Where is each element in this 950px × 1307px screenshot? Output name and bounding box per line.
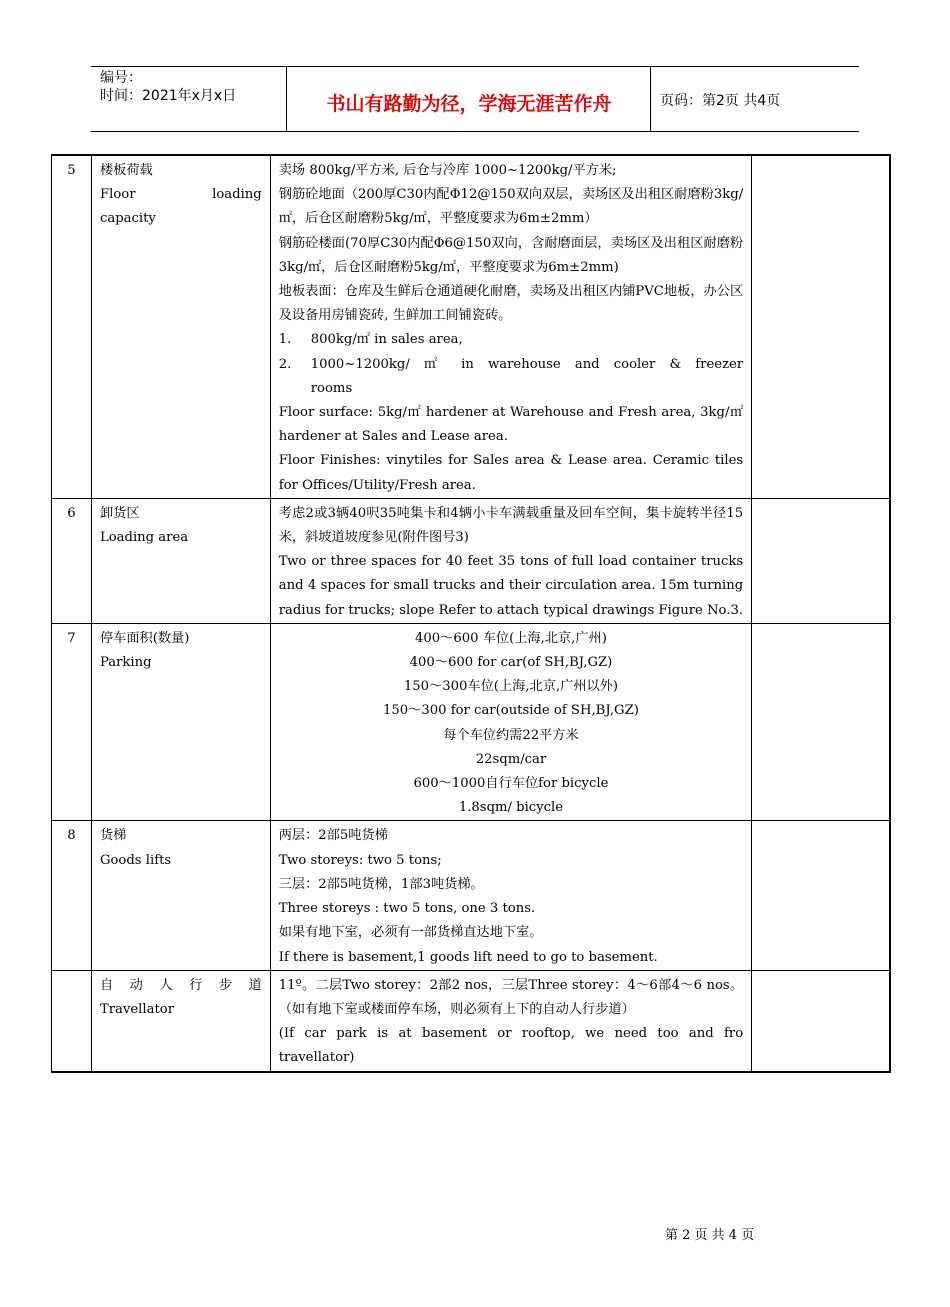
desc-line: Floor surface: 5kg/㎡ hardener at Warehouse and Fresh area, 3kg/㎡ hardener at Sales and Lease area. [278, 405, 744, 445]
row-title [92, 156, 271, 498]
row-title [92, 499, 271, 623]
row-remarks [752, 821, 889, 969]
row-title-en-line [100, 183, 262, 207]
header-divider-1 [286, 66, 287, 131]
list-item-number: 2. [278, 356, 292, 372]
row-title-cn: 卸货区 [99, 505, 140, 521]
list-item [279, 328, 743, 352]
header-time-label: 时间：2021年x月x日 [100, 88, 237, 104]
desc-line: 1.8sqm/ bicycle [458, 800, 564, 816]
desc-line: 每个车位约需22平方米 [443, 727, 579, 743]
row-description [271, 624, 752, 821]
header-divider-2 [650, 66, 651, 131]
desc-line: 11º。二层Two storey：2部2 nos，三层Three storey：4～6部4～6 nos。（如有地下室或楼面停车场，则必须有上下的自动人行步道） [278, 977, 744, 1017]
desc-line: Two or three spaces for 40 feet 35 tons of full load container trucks and 4 spaces for small trucks and their circulation area. 15m turning radius for trucks; slope Refer to attach typical drawings Figure No.3. [278, 554, 744, 618]
row-description [271, 156, 752, 498]
desc-line: 钢筋砼楼面(70厚C30内配Φ6@150双向，含耐磨面层，卖场区及出租区耐磨粉3kg/㎡，后仓区耐磨粉5kg/㎡，平整度要求为6m±2mm) [278, 235, 744, 275]
header-bottom-rule [91, 131, 859, 132]
row-remarks [752, 624, 889, 821]
row-title-en: Loading area [99, 530, 189, 546]
row-title [92, 971, 271, 1071]
row-description [271, 821, 752, 969]
row-number: 8 [52, 821, 92, 969]
spec-table [51, 154, 891, 1073]
desc-line: 如果有地下室，必须有一部货梯直达地下室。 [278, 925, 543, 941]
desc-line: Floor Finishes: vinytiles for Sales area & Lease area. Ceramic tiles for Offices/Utility/Fresh area. [278, 453, 744, 493]
desc-line: 钢筋砼地面（200厚C30内配Φ12@150双向双层，卖场区及出租区耐磨粉3kg/㎡，后仓区耐磨粉5kg/㎡，平整度要求为6m±2mm） [278, 187, 744, 227]
page-footer: 第 2 页 共 4 页 [665, 1228, 755, 1243]
header-top-rule [91, 66, 859, 67]
row-title-cn: 停车面积(数量) [99, 630, 190, 646]
table-row-goods-lifts [52, 821, 889, 970]
row-title-cn: 自动人行步道 [99, 977, 262, 993]
desc-line: 卖场 800kg/平方米, 后仓与冷库 1000~1200kg/平方米; [278, 163, 617, 178]
desc-line: 600～1000自行车位for bicycle [413, 776, 609, 792]
table-row-floor-loading [52, 156, 889, 499]
row-title [92, 821, 271, 969]
row-title-en: Goods lifts [99, 852, 172, 868]
desc-line: If there is basement,1 goods lift need to go to basement. [278, 949, 658, 965]
row-remarks [752, 499, 889, 623]
row-number: 7 [52, 624, 92, 821]
desc-line: (If car park is at basement or rooftop, we need too and fro travellator) [278, 1026, 744, 1066]
header-number-label: 编号： [100, 70, 142, 86]
desc-line: 考虑2或3辆40呎35吨集卡和4辆小卡车满载重量及回车空间，集卡旋转半径15米，斜坡道坡度参见(附件图号3) [278, 505, 744, 546]
row-description [271, 971, 752, 1071]
row-description [271, 499, 752, 623]
desc-line: 400～600 车位(上海,北京,广州) [415, 630, 607, 646]
header-page-code: 页码：第2页 共4页 [660, 93, 781, 109]
desc-line: 150～300 for car(outside of SH,BJ,GZ) [383, 703, 639, 719]
row-number: 6 [52, 499, 92, 623]
header-meta [100, 69, 284, 105]
row-remarks [752, 156, 889, 498]
row-title-cn: 楼板荷载 [99, 163, 153, 178]
list-item-number: 1. [278, 332, 292, 348]
desc-line: Two storeys: two 5 tons; [278, 852, 442, 868]
row-remarks [752, 971, 889, 1071]
list-item-text: 800kg/㎡ in sales area, [310, 332, 463, 348]
row-title-en-word: loading [212, 187, 262, 203]
list-item [279, 353, 743, 377]
row-number: 5 [52, 156, 92, 498]
desc-line: 地板表面：仓库及生鲜后仓通道硬化耐磨，卖场及出租区内铺PVC地板，办公区及设备用房铺瓷砖, 生鲜加工间铺瓷砖。 [278, 284, 744, 324]
desc-line: 150～300车位(上海,北京,广州以外) [403, 679, 618, 695]
row-number-empty [52, 971, 92, 1071]
row-title-en: Parking [99, 655, 152, 671]
row-title-cn: 货梯 [99, 828, 127, 844]
list-item-text: 1000~1200kg/ ㎡ in warehouse and cooler & freezer [310, 356, 744, 372]
row-title-en-word: capacity [99, 211, 156, 227]
desc-line: 两层：2部5吨货梯 [278, 828, 388, 844]
desc-line: 三层：2部5吨货梯，1部3吨货梯。 [278, 876, 484, 892]
header-motto: 书山有路勤为径，学海无涯苦作舟 [326, 93, 612, 115]
desc-line: 22sqm/car [475, 751, 547, 767]
desc-line: Three storeys : two 5 tons, one 3 tons. [278, 901, 536, 917]
table-row-parking [52, 624, 889, 822]
row-title [92, 624, 271, 821]
row-title-en: Travellator [99, 1001, 175, 1017]
list-item-continuation: rooms [310, 380, 353, 396]
table-row-loading-area [52, 499, 889, 624]
row-title-en-word: Floor [99, 187, 136, 203]
desc-line: 400～600 for car(of SH,BJ,GZ) [409, 655, 613, 671]
table-row-travellator [52, 971, 889, 1071]
